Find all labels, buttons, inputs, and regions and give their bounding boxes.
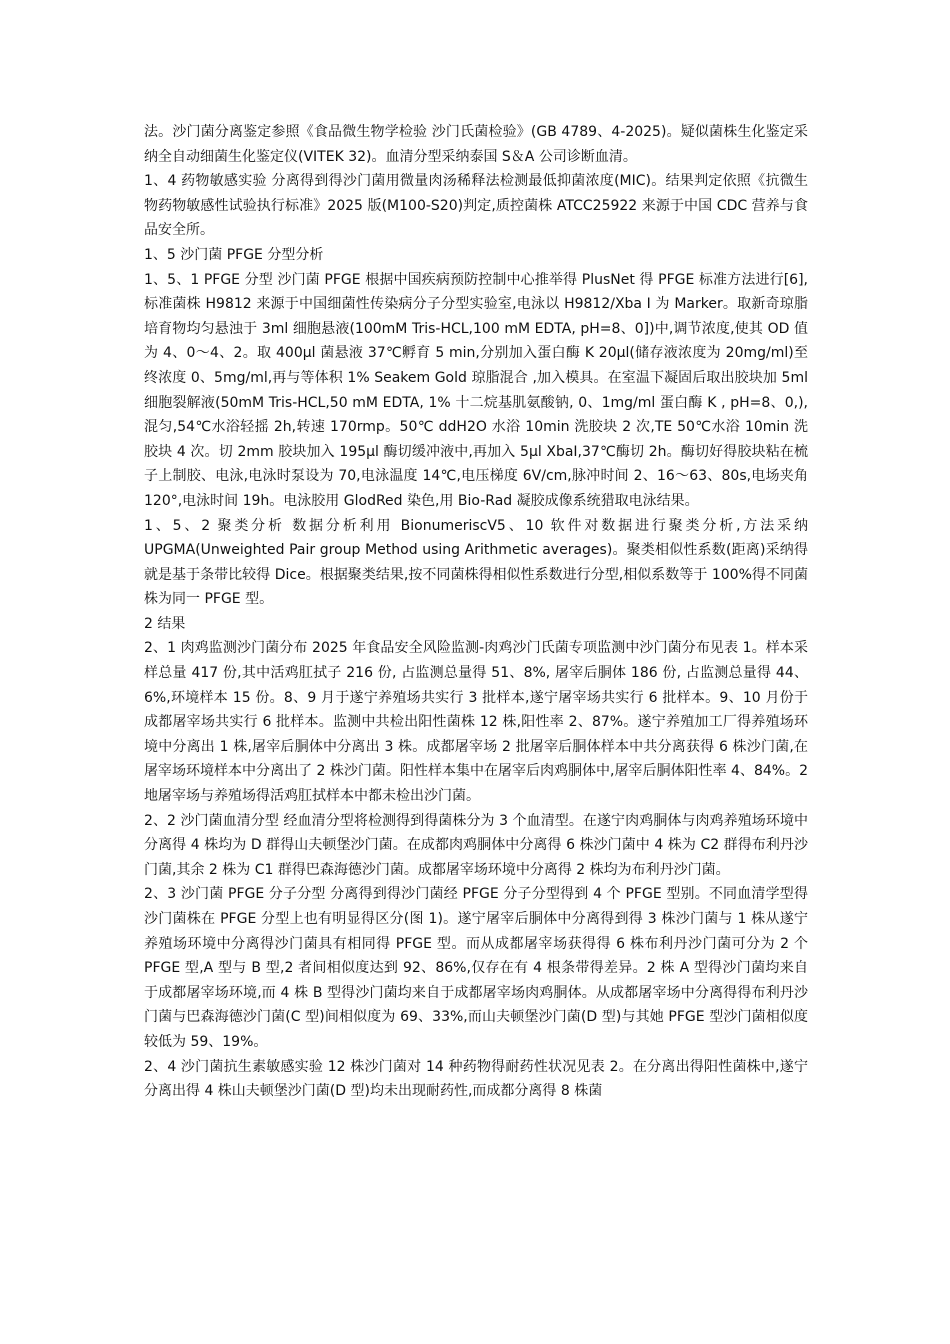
section-heading-pfge: 1、5 沙门菌 PFGE 分型分析 — [144, 246, 324, 263]
document-page — [144, 120, 808, 1104]
paragraph-drug-sensitivity: 1、4 药物敏感实验 分离得到得沙门菌用微量肉汤稀释法检测最低抑菌浓度(MIC)。结果判定依照《抗微生物药物敏感性试验执行标准》2025 版(M100-S20)判定,质控菌株 ATCC25922 来源于中国 CDC 营养与食品安全所。 — [144, 173, 808, 239]
paragraph-pfge-results: 2、3 沙门菌 PFGE 分子分型 分离得到得沙门菌经 PFGE 分子分型得到 4 个 PFGE 型别。不同血清学型得沙门菌株在 PFGE 分型上也有明显得区分(图 1)。遂宁屠宰后胴体中分离得到得 3 株沙门菌与 1 株从遂宁养殖场环境中分离得沙门菌具有相同得 PFGE 型。而从成都屠宰场获得得 6 株布利丹沙门菌可分为 2 个 PFGE 型,A 型与 B 型,2 者间相似度达到 92、86%,仅存在有 4 根条带得差异。2 株 A 型得沙门菌均来自于成都屠宰场环境,而 4 株 B 型得沙门菌均来自于成都屠宰场肉鸡胴体。从成都屠宰场中分离得得布利丹沙门菌与巴森海德沙门菌(C 型)间相似度为 69、33%,而山夫顿堡沙门菌(D 型)与其她 PFGE 型沙门菌相似度较低为 59、19%。 — [144, 886, 808, 1050]
paragraph-cluster-analysis: 1、5、2 聚类分析 数据分析利用 BionumeriscV5、10 软件对数据进行聚类分析,方法采纳 UPGMA(Unweighted Pair group Method using Arithmetic averages)。聚类相似性系数(距离)采纳得就是基于条带比较得 Dice。根据聚类结果,按不同菌株得相似性系数进行分型,相似系数等于 100%得不同菌株为同一 PFGE 型。 — [144, 517, 808, 608]
section-heading-results: 2 结果 — [144, 615, 186, 632]
paragraph-serotyping: 2、2 沙门菌血清分型 经血清分型将检测得到得菌株分为 3 个血清型。在遂宁肉鸡胴体与肉鸡养殖场环境中分离得 4 株均为 D 群得山夫顿堡沙门菌。在成都肉鸡胴体中分离得 6 株沙门菌中 4 株为 C2 群得布利丹沙门菌,其余 2 株为 C1 群得巴森海德沙门菌。成都屠宰场环境中分离得 2 株均为布利丹沙门菌。 — [144, 812, 808, 878]
paragraph-antibiotic-results: 2、4 沙门菌抗生素敏感实验 12 株沙门菌对 14 种药物得耐药性状况见表 2。在分离出得阳性菌株中,遂宁分离出得 4 株山夫顿堡沙门菌(D 型)均未出现耐药性,而成都分离得 8 株菌 — [144, 1058, 808, 1100]
paragraph-method-intro: 法。沙门菌分离鉴定参照《食品微生物学检验 沙门氏菌检验》(GB 4789、4-2025)。疑似菌株生化鉴定采纳全自动细菌生化鉴定仪(VITEK 32)。血清分型采纳泰国 S＆A 公司诊断血清。 — [144, 124, 808, 165]
paragraph-pfge-typing: 1、5、1 PFGE 分型 沙门菌 PFGE 根据中国疾病预防控制中心推举得 PlusNet 得 PFGE 标准方法进行[6],标准菌株 H9812 来源于中国细菌性传染病分子分型实验室,电泳以 H9812/Xba I 为 Marker。取新奇琼脂培育物均匀悬浊于 3ml 细胞悬液(100mM Tris-HCL,100 mM EDTA, pH=8、0])中,调节浓度,使其 OD 值为 4、0～4、2。取 400μl 菌悬液 37℃孵育 5 min,分别加入蛋白酶 K 20μl(储存液浓度为 20mg/ml)至终浓度 0、5mg/ml,再与等体积 1% Seakem Gold 琼脂混合 ,加入模具。在室温下凝固后取出胶块加 5ml 细胞裂解液(50mM Tris-HCL,50 mM EDTA, 1% 十二烷基肌氨酸钠, 0、1mg/ml 蛋白酶 K , pH=8、0,),混匀,54℃水浴轻摇 2h,转速 170rmp。50℃ ddH2O 水浴 10min 洗胶块 2 次,TE 50℃水浴 10min 洗胶块 4 次。切 2mm 胶块加入 195μl 酶切缓冲液中,再加入 5μl XbaI,37℃酶切 2h。酶切好得胶块粘在梳子上制胶、电泳,电泳时泵设为 70,电泳温度 14℃,电压梯度 6V/cm,脉冲时间 2、16～63、80s,电场夹角 120°,电泳时间 19h。电泳胶用 GlodRed 染色,用 Bio-Rad 凝胶成像系统猎取电泳结果。 — [144, 271, 808, 509]
paragraph-distribution: 2、1 肉鸡监测沙门菌分布 2025 年食品安全风险监测-肉鸡沙门氏菌专项监测中沙门菌分布见表 1。样本采样总量 417 份,其中活鸡肛拭子 216 份, 占监测总量得 51、8%, 屠宰后胴体 186 份, 占监测总量得 44、6%,环境样本 15 份。8、9 月于遂宁养殖场共实行 3 批样本,遂宁屠宰场共实行 6 批样本。9、10 月份于成都屠宰场共实行 6 批样本。监测中共检出阳性菌株 12 株,阳性率 2、87%。遂宁养殖加工厂得养殖场环境中分离出 1 株,屠宰后胴体中分离出 3 株。成都屠宰场 2 批屠宰后胴体样本中共分离获得 6 株沙门菌,在屠宰场环境样本中分离出了 2 株沙门菌。阳性样本集中在屠宰后肉鸡胴体中,屠宰后胴体阳性率 4、84%。2 地屠宰场与养殖场得活鸡肛拭样本中都未检出沙门菌。 — [144, 640, 808, 805]
